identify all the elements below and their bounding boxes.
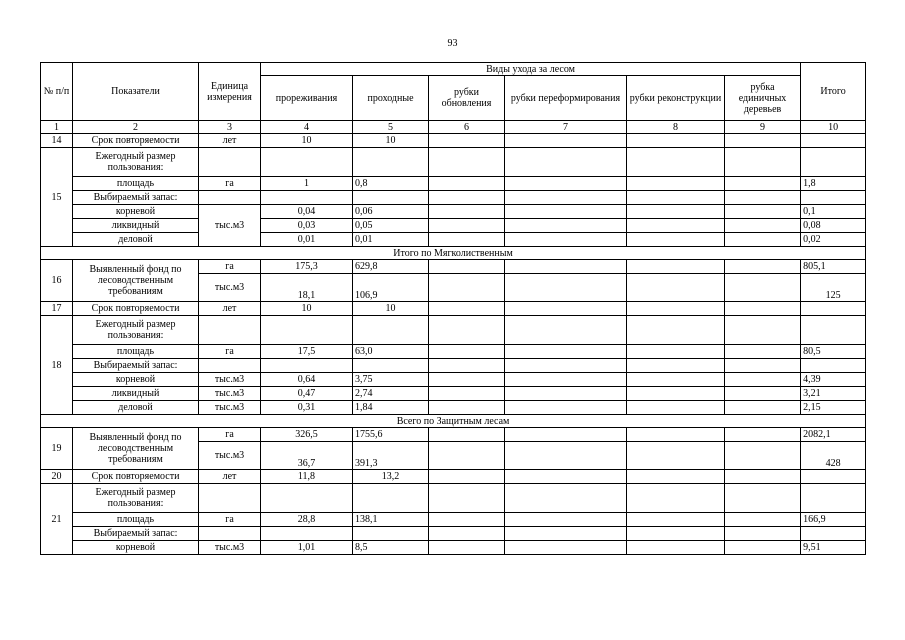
table-row (41, 233, 866, 247)
unit-cell: тыс.м3 (199, 442, 261, 470)
header-row-top (41, 63, 866, 76)
value-cell: 63,0 (353, 345, 429, 359)
unit-cell: га (199, 345, 261, 359)
value-cell: 138,1 (353, 513, 429, 527)
total-cell: 2,15 (801, 401, 866, 415)
header-reconstruction: рубки реконструкции (627, 76, 725, 121)
unit-cell: лет (199, 470, 261, 484)
total-cell: 805,1 (801, 260, 866, 274)
section-title-soft: Итого по Мягколиственным (41, 247, 866, 260)
table-row (41, 470, 866, 484)
row-number: 19 (41, 428, 73, 470)
value-cell: 2,74 (353, 387, 429, 401)
value-cell: 0,8 (353, 177, 429, 191)
header-num: № п/п (41, 63, 73, 121)
row-number: 16 (41, 260, 73, 302)
header-column-numbers (41, 121, 866, 134)
unit-cell: тыс.м3 (199, 541, 261, 555)
table-row (41, 316, 866, 345)
unit-cell: га (199, 177, 261, 191)
row-number: 18 (41, 316, 73, 415)
header-care-types: Виды ухода за лесом (261, 63, 801, 76)
indicator-cell: ликвидный (73, 219, 199, 233)
table-row (41, 345, 866, 359)
indicator-cell: площадь (73, 345, 199, 359)
unit-cell: га (199, 428, 261, 442)
table-row (41, 260, 866, 274)
table-row (41, 513, 866, 527)
indicator-cell: Выбираемый запас: (73, 359, 199, 373)
row-number: 20 (41, 470, 73, 484)
row-number: 17 (41, 302, 73, 316)
total-cell: 0,08 (801, 219, 866, 233)
table-row (41, 134, 866, 148)
value-cell: 1755,6 (353, 428, 429, 442)
table-row (41, 541, 866, 555)
table-row (41, 219, 866, 233)
col-num: 10 (801, 121, 866, 134)
header-renewal: рубки обновления (429, 76, 505, 121)
indicator-cell: деловой (73, 233, 199, 247)
value-cell: 1 (261, 177, 353, 191)
header-passing: проходные (353, 76, 429, 121)
section-title-protective: Всего по Защитным лесам (41, 415, 866, 428)
total-cell: 9,51 (801, 541, 866, 555)
indicator-cell: ликвидный (73, 387, 199, 401)
value-cell: 0,03 (261, 219, 353, 233)
table-row (41, 484, 866, 513)
col-num: 9 (725, 121, 801, 134)
value-cell: 36,7 (261, 442, 353, 470)
total-cell: 166,9 (801, 513, 866, 527)
value-cell: 175,3 (261, 260, 353, 274)
row-number: 15 (41, 148, 73, 247)
value-cell: 0,04 (261, 205, 353, 219)
indicator-cell: Срок повторяемости (73, 470, 199, 484)
table-row (41, 148, 866, 177)
section-row (41, 247, 866, 260)
col-num: 7 (505, 121, 627, 134)
table-row (41, 401, 866, 415)
value-cell: 0,05 (353, 219, 429, 233)
value-cell: 0,31 (261, 401, 353, 415)
total-cell: 0,02 (801, 233, 866, 247)
indicator-cell: Выявленный фонд по лесоводственным требованиям (73, 428, 199, 470)
unit-cell: тыс.м3 (199, 373, 261, 387)
total-cell: 125 (801, 274, 866, 302)
col-num: 5 (353, 121, 429, 134)
total-cell: 4,39 (801, 373, 866, 387)
value-cell: 13,2 (353, 470, 429, 484)
row-number: 14 (41, 134, 73, 148)
unit-cell: га (199, 260, 261, 274)
indicator-cell: деловой (73, 401, 199, 415)
total-cell: 2082,1 (801, 428, 866, 442)
indicator-cell: Ежегодный размер пользования: (73, 316, 199, 345)
row-number: 21 (41, 484, 73, 555)
header-reformation: рубки переформирования (505, 76, 627, 121)
table-row (41, 205, 866, 219)
unit-cell: тыс.м3 (199, 205, 261, 247)
indicator-cell: площадь (73, 513, 199, 527)
value-cell: 0,01 (353, 233, 429, 247)
value-cell: 18,1 (261, 274, 353, 302)
total-cell: 1,8 (801, 177, 866, 191)
value-cell: 391,3 (353, 442, 429, 470)
header-thinning: прореживания (261, 76, 353, 121)
col-num: 6 (429, 121, 505, 134)
value-cell: 1,01 (261, 541, 353, 555)
table-row (41, 428, 866, 442)
value-cell: 10 (261, 302, 353, 316)
col-num: 4 (261, 121, 353, 134)
header-indicators: Показатели (73, 63, 199, 121)
value-cell: 17,5 (261, 345, 353, 359)
value-cell: 629,8 (353, 260, 429, 274)
col-num: 3 (199, 121, 261, 134)
indicator-cell: Ежегодный размер пользования: (73, 484, 199, 513)
col-num: 1 (41, 121, 73, 134)
total-cell: 428 (801, 442, 866, 470)
value-cell: 28,8 (261, 513, 353, 527)
value-cell: 3,75 (353, 373, 429, 387)
indicator-cell: корневой (73, 541, 199, 555)
indicator-cell: Выбираемый запас: (73, 191, 199, 205)
value-cell: 10 (353, 134, 429, 148)
value-cell: 0,47 (261, 387, 353, 401)
total-cell: 3,21 (801, 387, 866, 401)
value-cell: 326,5 (261, 428, 353, 442)
unit-cell: тыс.м3 (199, 274, 261, 302)
indicator-cell: Срок повторяемости (73, 302, 199, 316)
value-cell: 0,01 (261, 233, 353, 247)
page-number: 93 (447, 38, 458, 49)
total-cell: 0,1 (801, 205, 866, 219)
indicator-cell: Срок повторяемости (73, 134, 199, 148)
col-num: 8 (627, 121, 725, 134)
table-row (41, 191, 866, 205)
value-cell: 10 (353, 302, 429, 316)
col-num: 2 (73, 121, 199, 134)
indicator-cell: площадь (73, 177, 199, 191)
indicator-cell: корневой (73, 205, 199, 219)
header-single-trees: рубка единичных деревьев (725, 76, 801, 121)
table-row (41, 387, 866, 401)
value-cell: 0,64 (261, 373, 353, 387)
value-cell: 0,06 (353, 205, 429, 219)
total-cell: 80,5 (801, 345, 866, 359)
table-row (41, 359, 866, 373)
header-total: Итого (801, 63, 866, 121)
indicator-cell: Выбираемый запас: (73, 527, 199, 541)
table-row (41, 302, 866, 316)
indicator-cell: Выявленный фонд по лесоводственным требованиям (73, 260, 199, 302)
unit-cell: га (199, 513, 261, 527)
header-unit: Единица измерения (199, 63, 261, 121)
section-row (41, 415, 866, 428)
table-row (41, 177, 866, 191)
value-cell: 10 (261, 134, 353, 148)
unit-cell: тыс.м3 (199, 401, 261, 415)
unit-cell: лет (199, 134, 261, 148)
unit-cell: тыс.м3 (199, 387, 261, 401)
value-cell: 1,84 (353, 401, 429, 415)
value-cell: 11,8 (261, 470, 353, 484)
value-cell: 8,5 (353, 541, 429, 555)
table-row (41, 373, 866, 387)
value-cell: 106,9 (353, 274, 429, 302)
indicator-cell: Ежегодный размер пользования: (73, 148, 199, 177)
table-row (41, 527, 866, 541)
indicator-cell: корневой (73, 373, 199, 387)
unit-cell: лет (199, 302, 261, 316)
forest-care-table (40, 62, 866, 555)
